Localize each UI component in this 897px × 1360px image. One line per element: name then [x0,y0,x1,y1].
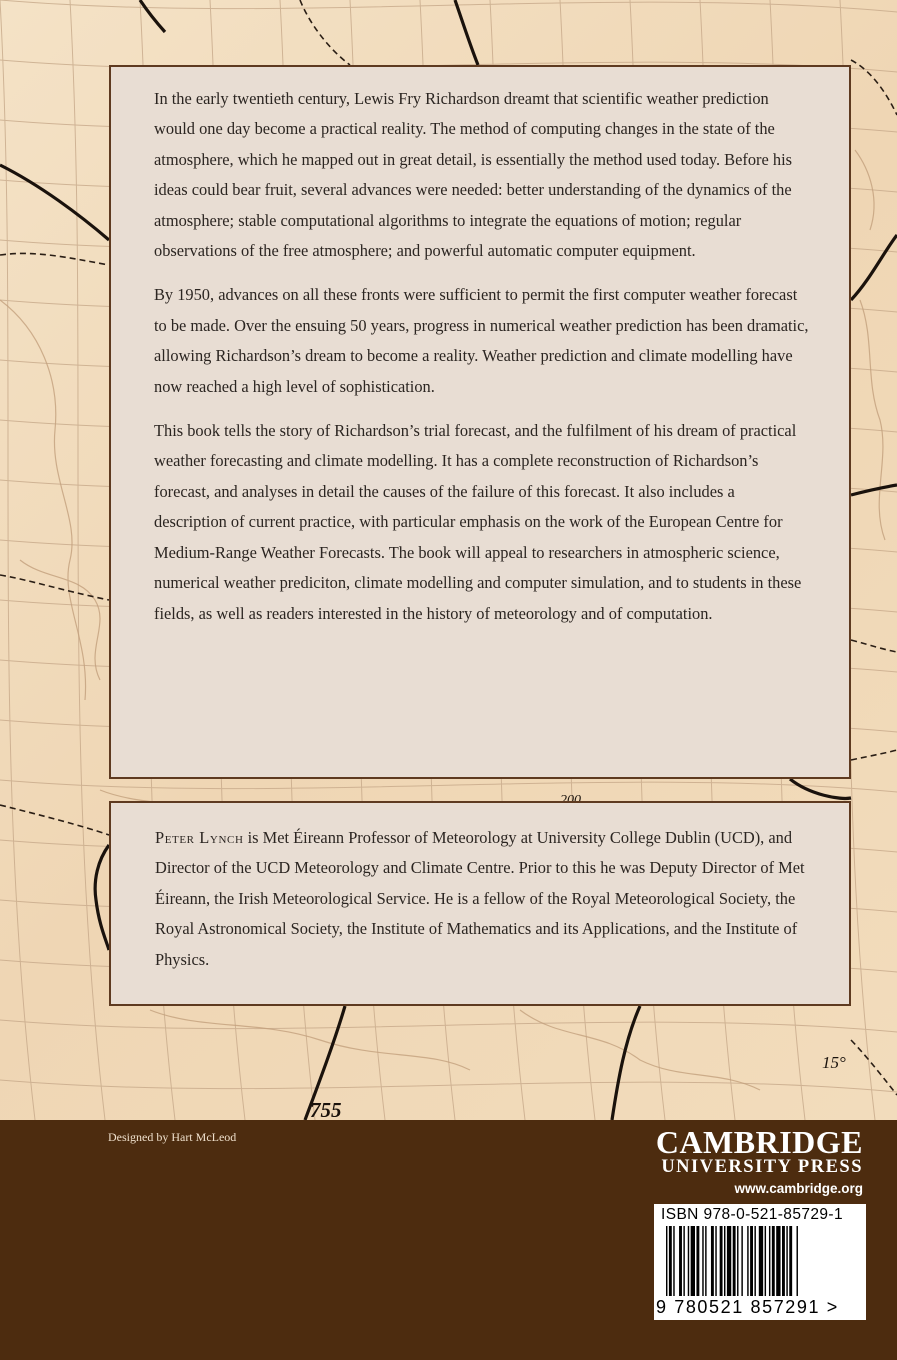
author-panel [109,801,851,1006]
isobar-label-755: 755 [310,1098,342,1120]
blurb-paragraph-2: By 1950, advances on all these fronts were sufficient to permit the first computer weather forecast to be made. Over the ensuing 50 years, progress in numerical weather prediction has been dramatic, allowing Richardson’s dream to become a reality. Weather prediction and climate modelling have now reached a high level of sophistication. [154,285,809,396]
publisher-url[interactable]: www.cambridge.org [734,1181,863,1196]
blurb-paragraph-1: In the early twentieth century, Lewis Fry Richardson dreamt that scientific weather prediction would one day become a practical reality. The method of computing changes in the state of the atmosphere, which he mapped out in great detail, is essentially the method used today. Before his ideas could bear fruit, several advances were needed: better understanding of the dynamics of the atmosphere; stable computational algorithms to integrate the equations of motion; regular observations of the free atmosphere; and powerful automatic computer equipment. [154,89,793,261]
isbn-label: ISBN 978-0-521-85729-1 [661,1206,843,1223]
author-name: Peter Lynch [155,828,244,847]
footer-band [0,1120,897,1360]
blurb-paragraph-3: This book tells the story of Richardson’s trial forecast, and the fulfilment of his dream of practical weather forecasting and climate modelling. It has a complete reconstruction of Richardson’s forecast, and analyses in detail the causes of the failure of this forecast. It also includes a description of current practice, with particular emphasis on the work of the European Centre for Medium-Range Weather Forecasts. The book will appeal to researchers in atmospheric science, numerical weather prediciton, climate modelling and computer simulation, and to students in these fields, as well as readers interested in the history of meteorology and of computation. [154,421,802,623]
barcode-digits: 9 780521 857291 > [656,1297,839,1317]
longitude-label-15: 15° [822,1053,846,1072]
publisher-logo-sub: UNIVERSITY PRESS [661,1157,863,1177]
isbn-barcode [654,1204,866,1320]
author-bio [155,823,821,975]
author-bio-text: is Met Éireann Professor of Meteorology at University College Dublin (UCD), and Director of the UCD Meteorology and Climate Centre. Prior to this he was Deputy Director of Met Éireann, the Irish Meteorological Service. He is a fellow of the Royal Meteorological Society, the Royal Astronomical Society, the Institute of Mathematics and its Applications, and the Institute of Physics. [155,828,805,969]
barcode-bars [666,1226,856,1298]
designer-credit: Designed by Hart McLeod [108,1130,237,1144]
publisher-logo-name: CAMBRIDGE [655,1124,863,1160]
blurb-panel [109,65,851,779]
